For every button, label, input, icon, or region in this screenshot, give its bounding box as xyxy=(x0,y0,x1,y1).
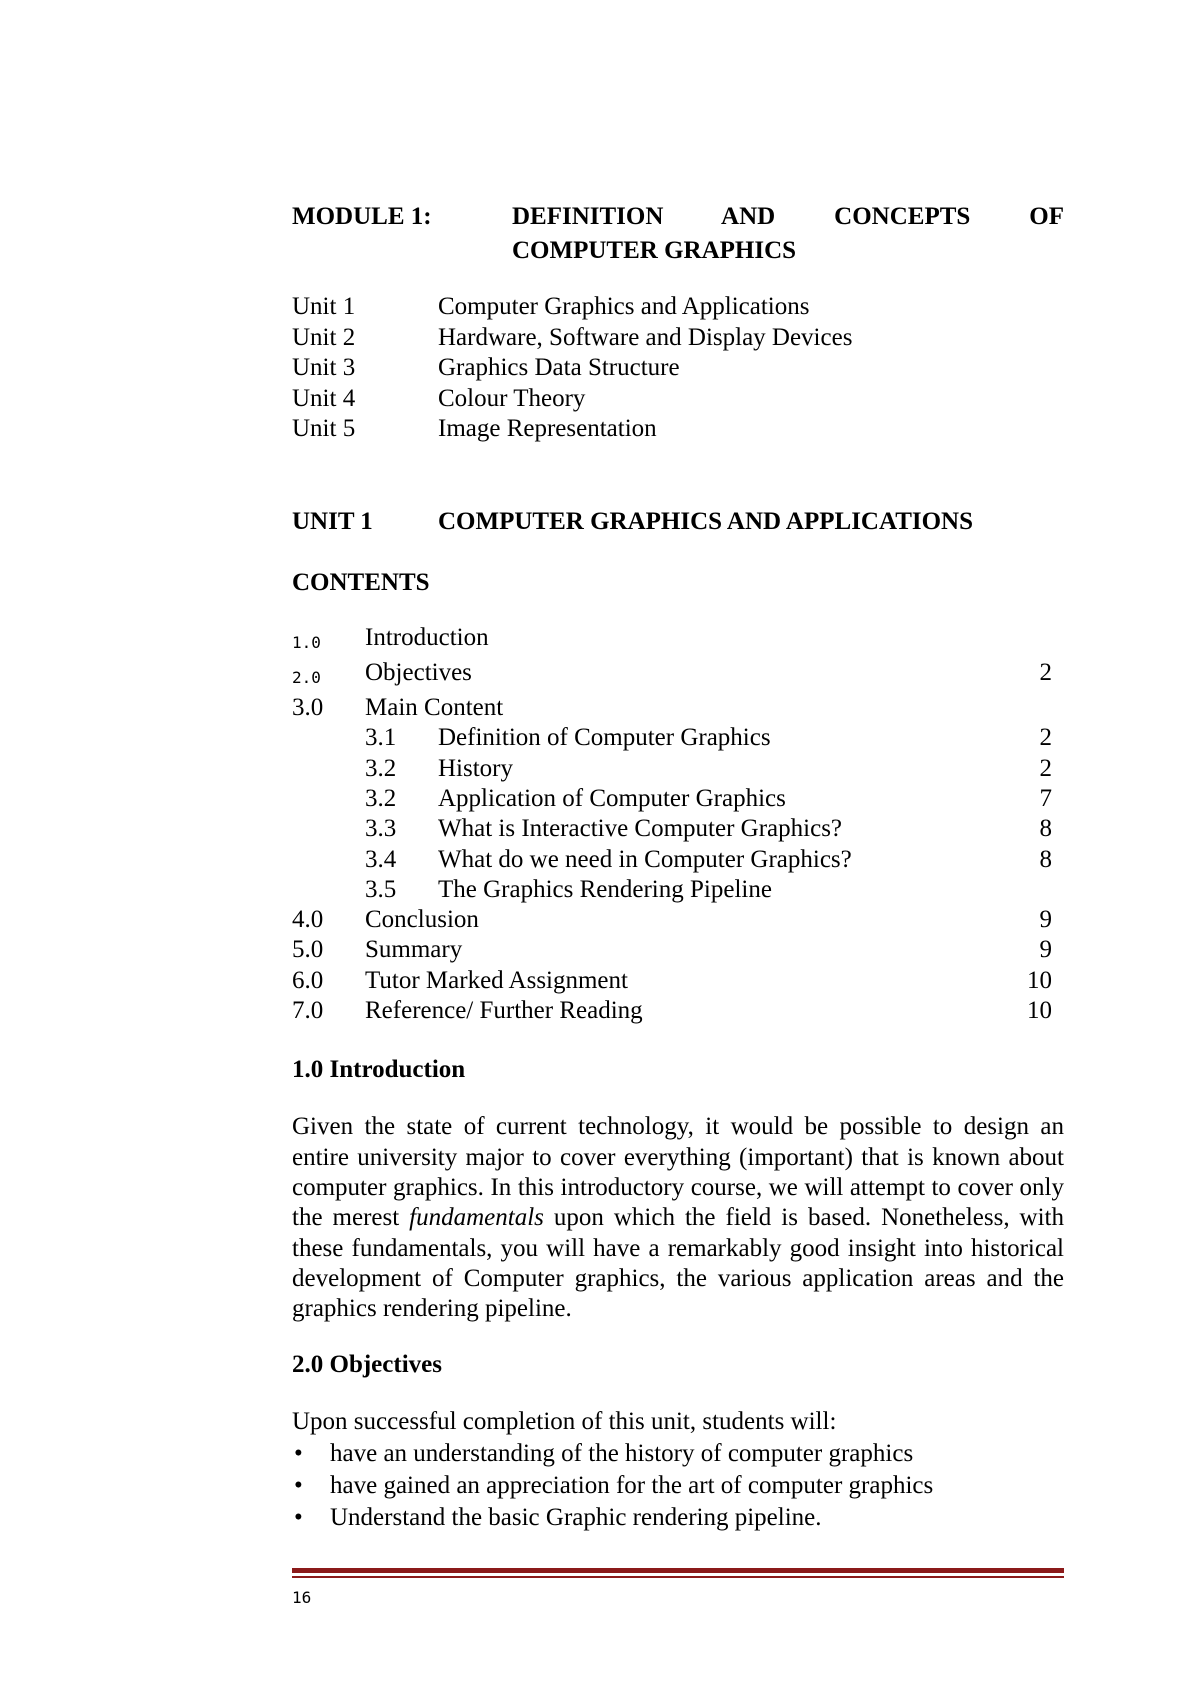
table-of-contents xyxy=(292,623,1064,1027)
toc-number: 3.1 xyxy=(365,724,397,752)
list-item xyxy=(292,1502,1064,1534)
toc-row xyxy=(292,966,1064,996)
toc-page: 8 xyxy=(1039,845,1052,873)
module-label: MODULE 1: xyxy=(292,203,432,230)
toc-title: What is Interactive Computer Graphics? xyxy=(438,815,843,843)
toc-row xyxy=(292,996,1064,1026)
toc-page: 9 xyxy=(1039,906,1052,934)
toc-row xyxy=(292,658,1064,693)
bullet-icon: • xyxy=(294,1504,303,1532)
toc-page: 8 xyxy=(1039,815,1052,843)
toc-number: 4.0 xyxy=(292,906,324,934)
objectives-list xyxy=(292,1438,1064,1534)
toc-page xyxy=(1012,693,1064,723)
bullet-icon: • xyxy=(294,1472,303,1500)
toc-title: Main Content xyxy=(365,694,504,722)
introduction-paragraph xyxy=(292,1112,1064,1324)
unit-heading-title: COMPUTER GRAPHICS AND APPLICATIONS xyxy=(438,507,973,535)
toc-title: The Graphics Rendering Pipeline xyxy=(438,875,772,903)
module-title-line1: DEFINITION AND CONCEPTS OF xyxy=(512,203,1064,230)
toc-number: 2.0 xyxy=(292,667,321,687)
toc-page: 2 xyxy=(1039,658,1052,686)
toc-row xyxy=(292,814,1064,844)
toc-row xyxy=(292,723,1064,753)
page-number: 16 xyxy=(292,1588,312,1607)
toc-title: Reference/ Further Reading xyxy=(365,997,643,1025)
toc-number: 3.4 xyxy=(365,845,397,873)
toc-number: 3.3 xyxy=(365,815,397,843)
unit-title: Hardware, Software and Display Devices xyxy=(438,323,853,351)
contents-heading: CONTENTS xyxy=(292,568,430,596)
unit-heading xyxy=(292,505,1064,539)
toc-row xyxy=(292,845,1064,875)
list-item xyxy=(292,1438,1064,1470)
objectives-heading: 2.0 Objectives xyxy=(292,1351,442,1379)
introduction-heading: 1.0 Introduction xyxy=(292,1056,466,1084)
unit-heading-number: UNIT 1 xyxy=(292,507,373,535)
toc-page: 2 xyxy=(1039,724,1052,752)
toc-title: Application of Computer Graphics xyxy=(438,784,786,812)
footer-rule xyxy=(292,1568,1064,1573)
toc-title: What do we need in Computer Graphics? xyxy=(438,845,852,873)
toc-page xyxy=(1012,875,1064,905)
unit-row xyxy=(292,353,1064,384)
module-title-line2: COMPUTER GRAPHICS xyxy=(512,237,797,264)
toc-number: 3.0 xyxy=(292,694,324,722)
toc-row xyxy=(292,905,1064,935)
unit-row xyxy=(292,323,1064,354)
toc-number: 3.5 xyxy=(365,875,397,903)
unit-label: Unit 1 xyxy=(292,293,356,320)
module-heading xyxy=(292,200,1064,234)
toc-number: 6.0 xyxy=(292,966,324,994)
unit-row xyxy=(292,414,1064,445)
unit-label: Unit 2 xyxy=(292,323,356,351)
unit-title: Computer Graphics and Applications xyxy=(438,293,810,320)
toc-page xyxy=(1012,623,1064,658)
introduction-text-after: upon which the field is based. Nonetheless, with these fundamentals, you will have a remarkably good insight into historical development of Computer graphics, the various application areas and the graphics rendering pipeline. xyxy=(292,1204,1065,1323)
bullet-icon: • xyxy=(294,1440,303,1468)
unit-label: Unit 5 xyxy=(292,415,356,442)
objective-text: Understand the basic Graphic rendering pipeline. xyxy=(330,1504,822,1532)
toc-row xyxy=(292,754,1064,784)
toc-title: Conclusion xyxy=(365,906,479,934)
toc-row xyxy=(292,623,1064,658)
unit-title: Image Representation xyxy=(438,415,657,442)
toc-row xyxy=(292,784,1064,814)
toc-title: History xyxy=(438,754,513,782)
toc-page: 10 xyxy=(1027,966,1052,994)
unit-list xyxy=(292,292,1064,445)
unit-row xyxy=(292,292,1064,323)
toc-page: 7 xyxy=(1039,784,1052,812)
toc-number: 3.2 xyxy=(365,784,397,812)
page-content xyxy=(292,200,1064,1534)
unit-row xyxy=(292,384,1064,415)
toc-number: 1.0 xyxy=(292,632,321,652)
objective-text: have gained an appreciation for the art of computer graphics xyxy=(330,1472,934,1500)
unit-label: Unit 4 xyxy=(292,384,356,412)
toc-row xyxy=(292,875,1064,905)
toc-page: 10 xyxy=(1027,997,1052,1025)
introduction-emphasis: fundamentals xyxy=(409,1204,544,1232)
toc-page: 2 xyxy=(1039,754,1052,782)
toc-title: Introduction xyxy=(365,623,489,651)
toc-row xyxy=(292,935,1064,965)
list-item xyxy=(292,1470,1064,1502)
toc-row xyxy=(292,693,1064,723)
introduction-text-before: Given the state of current technology, it would be possible to design an entire university major to cover everything (important) that is known about computer graphics. In this introductory course, we will attempt to cover only the merest xyxy=(292,1113,1064,1232)
toc-title: Summary xyxy=(365,936,463,964)
toc-page: 9 xyxy=(1039,936,1052,964)
objective-text: have an understanding of the history of computer graphics xyxy=(330,1440,914,1468)
toc-number: 7.0 xyxy=(292,997,324,1025)
objectives-lead: Upon successful completion of this unit, students will: xyxy=(292,1408,837,1436)
toc-number: 5.0 xyxy=(292,936,324,964)
unit-title: Colour Theory xyxy=(438,384,586,412)
toc-number: 3.2 xyxy=(365,754,397,782)
unit-title: Graphics Data Structure xyxy=(438,354,680,381)
unit-label: Unit 3 xyxy=(292,354,356,381)
toc-title: Objectives xyxy=(365,658,472,686)
toc-title: Tutor Marked Assignment xyxy=(365,966,628,994)
footer-rule-thin xyxy=(292,1576,1064,1578)
toc-title: Definition of Computer Graphics xyxy=(438,724,771,752)
